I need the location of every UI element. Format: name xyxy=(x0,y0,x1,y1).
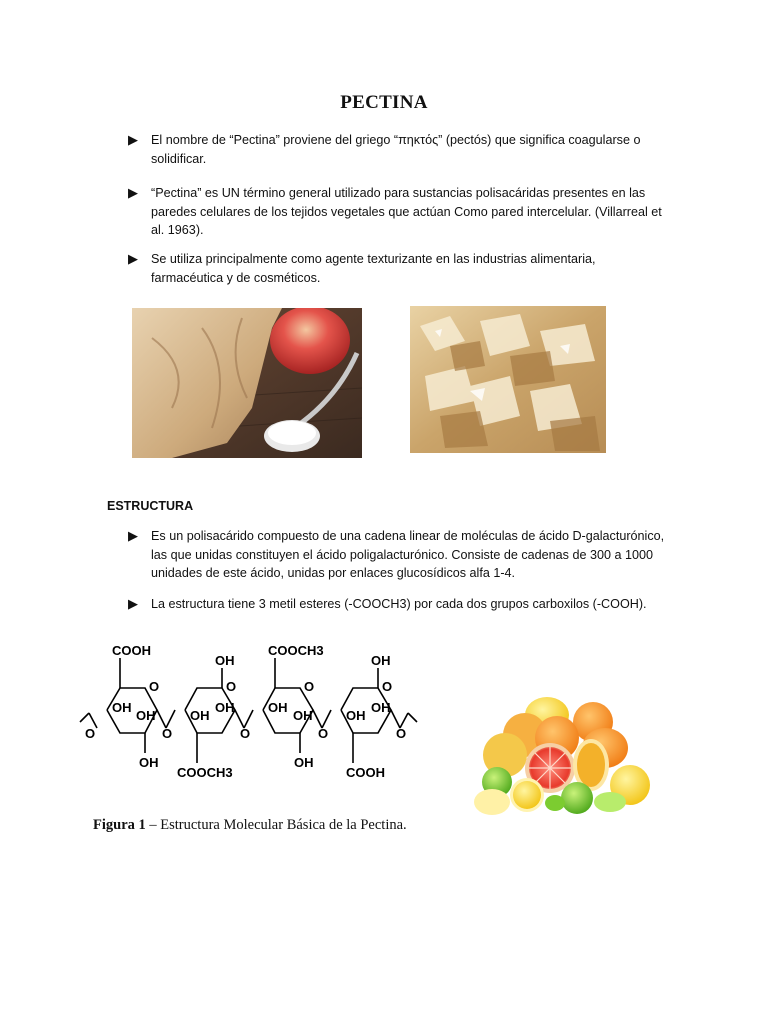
bullet-arrow-icon: ▶ xyxy=(128,185,138,200)
citrus-fruits-photo xyxy=(465,690,665,825)
bullet-text: Se utiliza principalmente como agente texturizante en las industrias alimentaria, farmacéutica y de cosméticos. xyxy=(151,252,596,285)
pectin-structure-diagram xyxy=(75,638,425,788)
label-link-o-1: O xyxy=(162,726,173,741)
figure-caption-label: Figura 1 xyxy=(93,817,146,833)
label-oh-inner-4: OH xyxy=(371,700,391,715)
bullet-esters xyxy=(128,595,668,614)
bullet-etymology xyxy=(128,131,668,168)
label-link-o-4: O xyxy=(396,726,407,741)
bullet-arrow-icon: ▶ xyxy=(128,251,138,266)
label-oh-ring-2: OH xyxy=(190,708,210,723)
bullet-text: El nombre de “Pectina” proviene del griego “πηκτός” (pectós) que significa coagularse o solidificar. xyxy=(151,133,641,166)
label-cooh-top: COOH xyxy=(112,643,151,658)
bullet-text: “Pectina” es UN término general utilizado para sustancias polisacáridas presentes en las paredes celulares de los tejidos vegetales que actúan Como pared intercelular. (Villarreal et al. 1963). xyxy=(151,186,662,237)
bullet-composition xyxy=(128,527,668,583)
bullet-usage xyxy=(128,250,668,287)
section-title-estructura: ESTRUCTURA xyxy=(107,499,194,513)
label-oh-bottom-3: OH xyxy=(294,755,314,770)
label-oh-ring-3: OH xyxy=(268,700,288,715)
figure-caption xyxy=(93,817,407,834)
bullet-text: Es un polisacárido compuesto de una cadena linear de moléculas de ácido D-galacturónico, las que unidas constituyen el ácido poligalacturónico. Consiste de cadenas de 300 a 1000 unidades de este ácido, unidas por enlaces glucosídicos alfa 1-4. xyxy=(151,529,665,580)
pectin-powder-photo xyxy=(132,308,362,458)
label-oh-top-2: OH xyxy=(215,653,235,668)
label-oh-top-4: OH xyxy=(371,653,391,668)
page-title: PECTINA xyxy=(340,92,428,113)
label-cooh-bottom: COOH xyxy=(346,765,385,780)
label-link-o-2: O xyxy=(240,726,251,741)
pectin-crystals-photo xyxy=(410,306,606,453)
label-oh-bottom-1: OH xyxy=(139,755,159,770)
bullet-arrow-icon: ▶ xyxy=(128,528,138,543)
label-oh-ring-4: OH xyxy=(346,708,366,723)
figure-caption-text: – Estructura Molecular Básica de la Pectina. xyxy=(145,817,407,833)
bullet-text: La estructura tiene 3 metil esteres (-COOCH3) por cada dos grupos carboxilos (-COOH). xyxy=(151,597,647,611)
label-cooch3-bottom: COOCH3 xyxy=(177,765,233,780)
label-link-o-0: O xyxy=(85,726,96,741)
label-ring-o-2: O xyxy=(226,679,237,694)
label-ring-o-4: O xyxy=(382,679,393,694)
bullet-arrow-icon: ▶ xyxy=(128,596,138,611)
label-ring-o-1: O xyxy=(149,679,160,694)
label-oh-ring-1: OH xyxy=(112,700,132,715)
label-oh-inner-1: OH xyxy=(136,708,156,723)
label-ring-o-3: O xyxy=(304,679,315,694)
label-cooch3-top: COOCH3 xyxy=(268,643,324,658)
label-oh-inner-3: OH xyxy=(293,708,313,723)
label-link-o-3: O xyxy=(318,726,329,741)
bullet-definition xyxy=(128,184,668,240)
label-oh-inner-2: OH xyxy=(215,700,235,715)
bullet-arrow-icon: ▶ xyxy=(128,132,138,147)
